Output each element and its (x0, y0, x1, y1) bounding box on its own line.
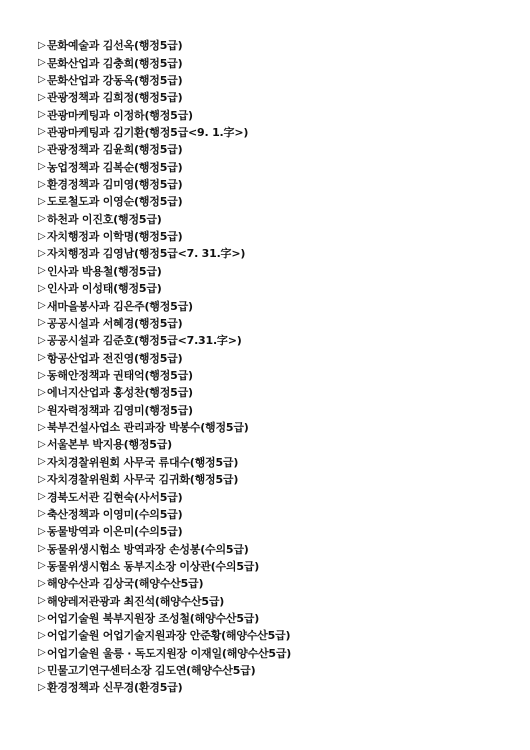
triangle-bullet-icon: ▷ (38, 126, 46, 138)
list-item-text: 하천과 이진호(행정5급) (47, 212, 162, 226)
list-item (38, 211, 518, 228)
triangle-bullet-icon: ▷ (38, 456, 46, 468)
triangle-bullet-icon: ▷ (38, 664, 46, 676)
triangle-bullet-icon: ▷ (38, 560, 46, 572)
list-item (38, 454, 518, 471)
list-item (38, 159, 518, 176)
list-item-text: 자치경찰위원회 사무국 김귀화(행정5급) (47, 473, 239, 487)
list-item-text: 동해안정책과 권태억(행정5급) (47, 369, 193, 382)
list-item-text: 어업기술원 북부지원장 조성철(해양수산5급) (47, 612, 260, 626)
triangle-bullet-icon: ▷ (38, 247, 46, 259)
list-item (38, 332, 518, 349)
list-item (38, 627, 518, 644)
list-item (38, 72, 518, 89)
list-item-text: 공공시설과 김준호(행정5급<7.31.字>) (47, 334, 242, 348)
list-item (38, 662, 518, 679)
triangle-bullet-icon: ▷ (38, 161, 46, 173)
list-item-text: 자치행정과 김영남(행정5급<7. 31.字>) (47, 247, 246, 261)
list-item (38, 384, 518, 401)
list-item-text: 축산정책과 이영미(수의5급) (47, 507, 183, 521)
triangle-bullet-icon: ▷ (38, 647, 46, 659)
triangle-bullet-icon: ▷ (38, 300, 46, 312)
list-item (38, 297, 518, 314)
triangle-bullet-icon: ▷ (38, 74, 46, 86)
triangle-bullet-icon: ▷ (38, 404, 46, 416)
list-item-text: 문화산업과 김충희(행정5급) (47, 56, 183, 70)
list-item (38, 540, 518, 557)
triangle-bullet-icon: ▷ (38, 629, 46, 641)
list-item (38, 488, 518, 505)
list-item-text: 경북도서관 김현숙(사서5급) (47, 490, 183, 504)
list-item (38, 679, 518, 696)
list-item-text: 동물방역과 이은미(수의5급) (47, 525, 183, 539)
list-item (38, 54, 518, 71)
list-item (38, 558, 518, 575)
list-item (38, 37, 518, 54)
list-item (38, 610, 518, 627)
triangle-bullet-icon: ▷ (38, 421, 46, 433)
triangle-bullet-icon: ▷ (38, 369, 46, 381)
list-item-text: 농업정책과 김복순(행정5급) (47, 160, 183, 174)
list-item-text: 새마을봉사과 김은주(행정5급) (47, 299, 193, 313)
list-item (38, 419, 518, 436)
list-item-text: 어업기술원 울릉 · 독도지원장 이재일(해양수산5급) (47, 646, 292, 660)
triangle-bullet-icon: ▷ (38, 195, 46, 207)
list-item (38, 645, 518, 662)
list-item-text: 환경정책과 김미영(행정5급) (47, 178, 183, 192)
triangle-bullet-icon: ▷ (38, 91, 46, 103)
list-item-text: 원자력정책과 김영미(행정5급) (47, 403, 193, 417)
list-item-text: 관광마케팅과 이정하(행정5급) (47, 108, 193, 122)
list-item (38, 280, 518, 297)
list-item (38, 506, 518, 523)
triangle-bullet-icon: ▷ (38, 334, 46, 346)
triangle-bullet-icon: ▷ (38, 39, 46, 51)
triangle-bullet-icon: ▷ (38, 265, 46, 277)
list-item-text: 도로철도과 이영순(행정5급) (47, 195, 183, 209)
list-item-text: 항공산업과 전진영(행정5급) (47, 351, 183, 365)
triangle-bullet-icon: ▷ (38, 473, 46, 485)
triangle-bullet-icon: ▷ (38, 595, 46, 607)
triangle-bullet-icon: ▷ (38, 213, 46, 225)
triangle-bullet-icon: ▷ (38, 230, 46, 242)
list-item-text: 해양수산과 김상국(해양수산5급) (47, 577, 204, 591)
triangle-bullet-icon: ▷ (38, 386, 46, 398)
list-item-text: 서울본부 박지용(행정5급) (47, 438, 172, 452)
list-item (38, 402, 518, 419)
list-item-text: 환경정책과 신무경(환경5급) (47, 681, 183, 695)
list-item-text: 자치경찰위원회 사무국 류대수(행정5급) (47, 455, 239, 469)
triangle-bullet-icon: ▷ (38, 543, 46, 555)
list-item (38, 228, 518, 245)
list-item-text: 인사과 이성태(행정5급) (47, 282, 162, 296)
list-item-text: 관광정책과 김윤희(행정5급) (47, 143, 183, 157)
triangle-bullet-icon: ▷ (38, 438, 46, 450)
list-item-text: 공공시설과 서혜경(행정5급) (47, 316, 183, 330)
list-item (38, 124, 518, 141)
list-item-text: 문화산업과 강동옥(행정5급) (47, 73, 183, 87)
list-item-text: 동물위생시험소 동부지소장 이상관(수의5급) (47, 559, 260, 573)
list-item (38, 263, 518, 280)
triangle-bullet-icon: ▷ (38, 612, 46, 624)
list-item-text: 해양레저관광과 최진석(해양수산5급) (47, 594, 225, 608)
list-item-text: 동물위생시험소 방역과장 손성봉(수의5급) (47, 542, 249, 556)
list-item-text: 에너지산업과 홍성찬(행정5급) (47, 386, 193, 400)
list-item (38, 193, 518, 210)
triangle-bullet-icon: ▷ (38, 317, 46, 329)
list-item-text: 북부건설사업소 관리과장 박봉수(행정5급) (47, 421, 249, 435)
list-item (38, 106, 518, 123)
list-item (38, 89, 518, 106)
list-item-text: 관광마케팅과 김기환(행정5급<9. 1.字>) (47, 125, 249, 139)
list-item-text: 자치행정과 이학명(행정5급) (47, 230, 183, 244)
triangle-bullet-icon: ▷ (38, 178, 46, 190)
triangle-bullet-icon: ▷ (38, 352, 46, 364)
list-item (38, 436, 518, 453)
list-item (38, 315, 518, 332)
list-item (38, 349, 518, 366)
list-item (38, 176, 518, 193)
triangle-bullet-icon: ▷ (38, 143, 46, 155)
list-item (38, 575, 518, 592)
triangle-bullet-icon: ▷ (38, 681, 46, 693)
triangle-bullet-icon: ▷ (38, 57, 46, 69)
triangle-bullet-icon: ▷ (38, 577, 46, 589)
appointment-list (38, 37, 518, 697)
list-item-text: 문화예술과 김선옥(행정5급) (47, 39, 183, 53)
list-item (38, 593, 518, 610)
list-item (38, 367, 518, 384)
list-item (38, 141, 518, 158)
list-item-text: 어업기술원 어업기술지원과장 안준황(해양수산5급) (47, 629, 291, 643)
triangle-bullet-icon: ▷ (38, 508, 46, 520)
triangle-bullet-icon: ▷ (38, 282, 46, 294)
list-item-text: 관광정책과 김희정(행정5급) (47, 91, 183, 105)
list-item-text: 민물고기연구센터소장 김도연(해양수산5급) (47, 664, 256, 678)
list-item (38, 245, 518, 262)
list-item (38, 471, 518, 488)
triangle-bullet-icon: ▷ (38, 109, 46, 121)
list-item (38, 523, 518, 540)
triangle-bullet-icon: ▷ (38, 491, 46, 503)
list-item-text: 인사과 박용철(행정5급) (47, 264, 162, 278)
triangle-bullet-icon: ▷ (38, 525, 46, 537)
